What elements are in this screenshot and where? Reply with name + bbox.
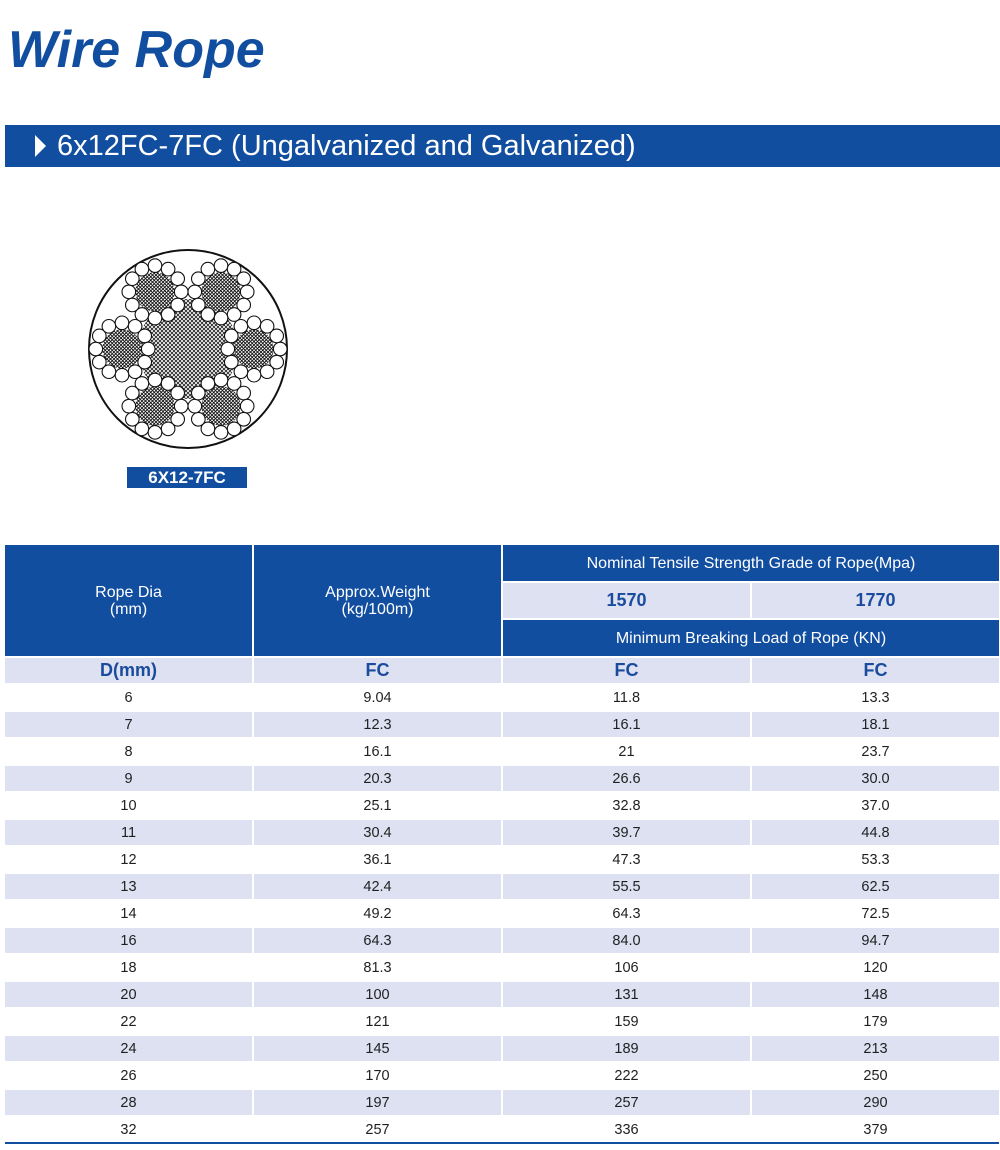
approx-weight-cell: 64.3 xyxy=(254,928,501,953)
wire xyxy=(240,285,254,299)
wire xyxy=(148,311,162,325)
header-tensile-strength: Nominal Tensile Strength Grade of Rope(Mpa) xyxy=(503,545,999,581)
breaking-load-1570-cell: 11.8 xyxy=(612,689,641,706)
approx-weight-cell: 145 xyxy=(254,1036,501,1061)
breaking-load-1570-cell: 84.0 xyxy=(503,928,750,953)
wire xyxy=(148,259,162,273)
breaking-load-1570-cell: 106 xyxy=(614,959,639,976)
header-rope-dia-text xyxy=(95,584,162,618)
header-unit-weight-fc: FC xyxy=(254,658,501,683)
approx-weight-cell: 25.1 xyxy=(363,797,392,814)
rope-dia-cell: 28 xyxy=(5,1090,252,1115)
rope-cross-section-diagram xyxy=(86,247,290,451)
wire xyxy=(225,355,239,369)
wire xyxy=(201,377,215,391)
wire xyxy=(214,311,228,325)
wire xyxy=(260,365,274,379)
wire xyxy=(126,412,140,426)
wire xyxy=(89,342,103,356)
breaking-load-1570-cell: 39.7 xyxy=(503,820,750,845)
wire xyxy=(122,285,136,299)
breaking-load-1570-cell: 26.6 xyxy=(503,766,750,791)
wire xyxy=(221,342,235,356)
strand-fiber-core xyxy=(201,387,240,426)
breaking-load-1770-cell: 379 xyxy=(863,1121,888,1138)
wire xyxy=(138,329,152,343)
wire xyxy=(237,272,251,286)
rope-dia-cell: 24 xyxy=(5,1036,252,1061)
wire xyxy=(240,399,254,413)
header-approx-weight xyxy=(254,545,501,656)
wire xyxy=(227,308,241,322)
wire xyxy=(161,422,175,436)
breaking-load-1770-cell: 179 xyxy=(863,1013,888,1030)
wire xyxy=(126,272,140,286)
wire xyxy=(247,316,261,330)
breaking-load-1570-cell: 55.5 xyxy=(503,874,750,899)
strand-fiber-core xyxy=(201,272,240,311)
approx-weight-cell: 257 xyxy=(365,1121,390,1138)
approx-weight-cell: 81.3 xyxy=(363,959,392,976)
strand-fiber-core xyxy=(234,329,273,368)
approx-weight-cell: 12.3 xyxy=(254,712,501,737)
wire xyxy=(148,373,162,387)
header-rope-dia-line2: (mm) xyxy=(109,600,148,618)
rope-dia-cell: 13 xyxy=(5,874,252,899)
approx-weight-cell: 9.04 xyxy=(363,689,392,706)
triangle-right-icon xyxy=(35,135,46,157)
breaking-load-1770-cell: 94.7 xyxy=(752,928,999,953)
breaking-load-1770-cell: 213 xyxy=(752,1036,999,1061)
strand-fiber-core xyxy=(102,329,141,368)
wire xyxy=(192,412,206,426)
rope-dia-cell: 20 xyxy=(5,982,252,1007)
header-unit-1570-fc: FC xyxy=(503,658,750,683)
breaking-load-1570-cell: 159 xyxy=(614,1013,639,1030)
breaking-load-1770-cell: 30.0 xyxy=(752,766,999,791)
wire xyxy=(214,373,228,387)
breaking-load-1570-cell: 336 xyxy=(614,1121,639,1138)
wire xyxy=(192,298,206,312)
breaking-load-1770-cell: 250 xyxy=(863,1067,888,1084)
breaking-load-1570-cell: 257 xyxy=(503,1090,750,1115)
breaking-load-1570-cell: 131 xyxy=(503,982,750,1007)
wire xyxy=(270,329,284,343)
breaking-load-1770-cell: 18.1 xyxy=(752,712,999,737)
wire xyxy=(148,426,162,440)
rope-dia-cell: 32 xyxy=(120,1121,137,1138)
approx-weight-cell: 121 xyxy=(365,1013,390,1030)
breaking-load-1570-cell: 32.8 xyxy=(612,797,641,814)
wire xyxy=(273,342,287,356)
approx-weight-cell: 100 xyxy=(254,982,501,1007)
approx-weight-cell: 20.3 xyxy=(254,766,501,791)
breaking-load-1570-cell: 189 xyxy=(503,1036,750,1061)
wire xyxy=(171,386,185,400)
breaking-load-1770-cell: 44.8 xyxy=(752,820,999,845)
wire xyxy=(201,262,215,276)
breaking-load-1570-cell: 222 xyxy=(614,1067,639,1084)
wire xyxy=(237,412,251,426)
header-unit-1770-fc: FC xyxy=(752,658,999,683)
wire xyxy=(126,298,140,312)
breaking-load-1770-cell: 120 xyxy=(863,959,888,976)
header-rope-dia xyxy=(5,545,252,656)
approx-weight-cell: 36.1 xyxy=(363,851,392,868)
header-breaking-load: Minimum Breaking Load of Rope (KN) xyxy=(503,620,999,656)
breaking-load-1570-cell: 47.3 xyxy=(612,851,641,868)
rope-dia-cell: 7 xyxy=(5,712,252,737)
approx-weight-cell: 197 xyxy=(254,1090,501,1115)
approx-weight-cell: 30.4 xyxy=(254,820,501,845)
wire xyxy=(115,368,129,382)
wire xyxy=(102,320,116,334)
specification-table xyxy=(5,545,999,1144)
breaking-load-1770-cell: 53.3 xyxy=(861,851,890,868)
rope-dia-cell: 11 xyxy=(5,820,252,845)
breaking-load-1770-cell: 37.0 xyxy=(861,797,890,814)
wire xyxy=(214,259,228,273)
breaking-load-1570-cell: 16.1 xyxy=(503,712,750,737)
section-banner xyxy=(5,125,1000,167)
rope-dia-cell: 9 xyxy=(5,766,252,791)
wire xyxy=(214,426,228,440)
breaking-load-1770-cell: 148 xyxy=(752,982,999,1007)
rope-dia-cell: 6 xyxy=(124,689,133,706)
wire xyxy=(128,365,142,379)
header-approx-weight-text xyxy=(325,584,430,618)
wire xyxy=(141,342,155,356)
rope-dia-cell: 12 xyxy=(120,851,137,868)
breaking-load-1770-cell: 62.5 xyxy=(752,874,999,899)
breaking-load-1770-cell: 13.3 xyxy=(861,689,890,706)
wire xyxy=(188,399,202,413)
wire xyxy=(188,285,202,299)
rope-dia-cell: 26 xyxy=(120,1067,137,1084)
header-approx-weight-line1: Approx.Weight xyxy=(325,583,430,601)
section-title: 6x12FC-7FC (Ungalvanized and Galvanized) xyxy=(57,130,636,162)
breaking-load-1570-cell: 64.3 xyxy=(612,905,641,922)
rope-dia-cell: 18 xyxy=(120,959,137,976)
breaking-load-1770-cell: 72.5 xyxy=(861,905,890,922)
header-rope-dia-line1: Rope Dia xyxy=(95,583,162,601)
rope-dia-cell: 14 xyxy=(120,905,137,922)
rope-dia-cell: 8 xyxy=(124,743,133,760)
approx-weight-cell: 42.4 xyxy=(254,874,501,899)
rope-dia-cell: 22 xyxy=(120,1013,137,1030)
approx-weight-cell: 49.2 xyxy=(363,905,392,922)
page-title: Wire Rope xyxy=(8,21,265,79)
breaking-load-1570-cell: 21 xyxy=(618,743,635,760)
breaking-load-1770-cell: 23.7 xyxy=(861,743,890,760)
header-unit-diameter: D(mm) xyxy=(5,658,252,683)
approx-weight-cell: 170 xyxy=(365,1067,390,1084)
approx-weight-cell: 16.1 xyxy=(363,743,392,760)
wire xyxy=(171,272,185,286)
wire xyxy=(247,368,261,382)
header-grade-1570: 1570 xyxy=(503,583,750,618)
wire xyxy=(174,399,188,413)
wire xyxy=(237,386,251,400)
rope-dia-cell: 10 xyxy=(120,797,137,814)
wire xyxy=(161,308,175,322)
wire xyxy=(93,355,107,369)
rope-dia-cell: 16 xyxy=(5,928,252,953)
wire xyxy=(174,285,188,299)
breaking-load-1770-cell: 290 xyxy=(752,1090,999,1115)
diagram-label: 6X12-7FC xyxy=(127,467,247,488)
wire xyxy=(115,316,129,330)
header-grade-1770: 1770 xyxy=(752,583,999,618)
strand-fiber-core xyxy=(135,387,174,426)
header-approx-weight-line2: (kg/100m) xyxy=(341,600,414,618)
wire xyxy=(122,399,136,413)
strand-fiber-core xyxy=(135,272,174,311)
